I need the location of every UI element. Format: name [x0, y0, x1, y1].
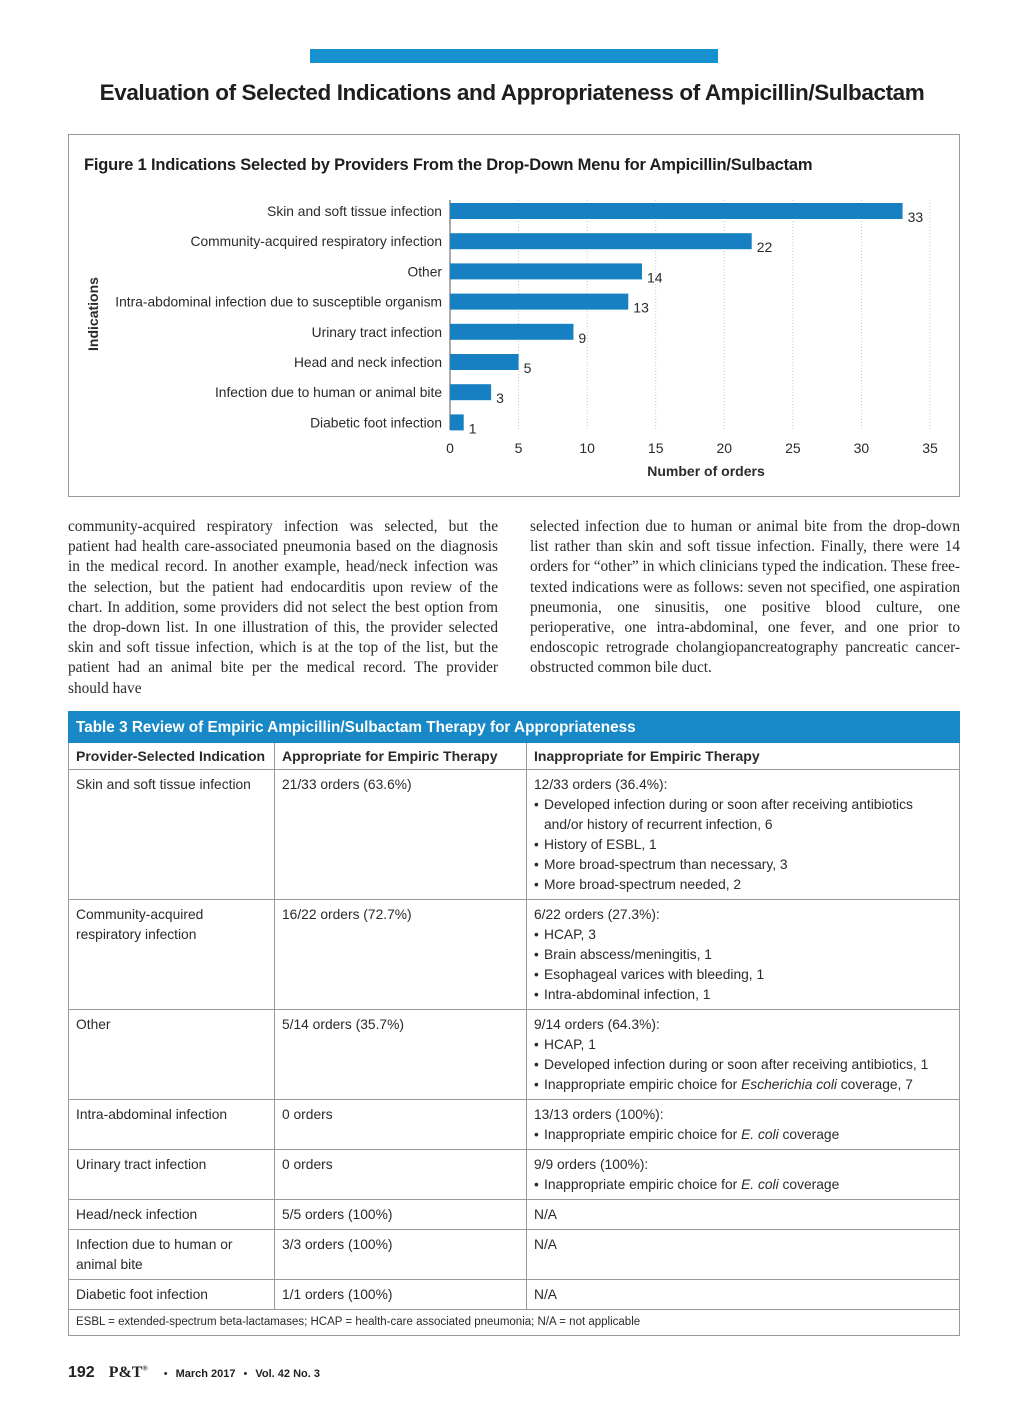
organism-name: E. coli	[741, 1177, 779, 1192]
data-label: 13	[633, 299, 649, 316]
inappropriate-cell	[527, 770, 960, 900]
journal-title: P&T	[108, 1364, 143, 1381]
reason-item: • Intra-abdominal infection, 1	[534, 985, 952, 1005]
reason-item: • Esophageal varices with bleeding, 1	[534, 965, 952, 985]
inappropriate-cell	[527, 1100, 960, 1150]
indication-cell	[69, 1150, 275, 1200]
bar	[450, 414, 464, 430]
category-label: Infection due to human or animal bite	[214, 385, 442, 401]
category-label: Other	[407, 264, 442, 280]
data-label: 5	[523, 360, 532, 376]
bar	[450, 324, 573, 340]
indication-cell-text: Intra-abdominal infection	[76, 1107, 228, 1122]
separator: •	[163, 1368, 168, 1380]
reason-item: • Developed infection during or soon after receiving antibiotics, 1	[534, 1055, 952, 1075]
appropriate-cell-text: 0 orders	[282, 1157, 333, 1172]
reason-item	[534, 1175, 952, 1195]
reason-text: Inappropriate empiric choice for	[544, 1127, 742, 1142]
inappropriate-cell-text: 9/14 orders (64.3%):	[534, 1017, 660, 1032]
column-header: Appropriate for Empiric Therapy	[275, 743, 527, 770]
page-footer	[68, 1364, 320, 1382]
category-label: Urinary tract infection	[311, 324, 442, 340]
bar	[450, 294, 628, 310]
page-number: 192	[68, 1364, 95, 1381]
category-label: Skin and soft tissue infection	[267, 204, 442, 219]
bar-chart	[68, 134, 960, 497]
reason-text: Inappropriate empiric choice for	[544, 1177, 742, 1192]
appropriate-cell-text: 21/33 orders (63.6%)	[282, 777, 412, 792]
issue-date: March 2017	[175, 1368, 236, 1380]
reason-item: • More broad-spectrum than necessary, 3	[534, 855, 952, 875]
indication-cell	[69, 1100, 275, 1150]
x-tick-label: 30	[853, 440, 870, 456]
x-tick-label: 15	[647, 440, 664, 456]
data-label: 9	[578, 329, 587, 346]
indication-cell-text: Head/neck infection	[76, 1207, 198, 1222]
table-row	[69, 1010, 960, 1100]
reason-list	[534, 795, 952, 895]
y-axis-title: Indications	[85, 277, 101, 351]
body-text-left: community-acquired respiratory infection was selected, but the patient had health care-associated pneumonia based on the diagnosis in the medical record. In another example, head/neck infection was the selection, but the patient had endocarditis upon review of the chart. In addition, some providers did not select the best option from the drop-down list. In one illustration of this, the provider selected skin and soft tissue infection, which is at the top of the list, but the patient had an animal bite per the medical record. The provider should have	[68, 518, 498, 697]
indication-cell-text: Urinary tract infection	[76, 1157, 207, 1172]
appropriate-cell-text: 5/14 orders (35.7%)	[282, 1017, 404, 1032]
table-row	[69, 1150, 960, 1200]
registered-mark: ®	[142, 1364, 148, 1373]
data-label: 3	[496, 390, 504, 407]
indication-cell-text: Skin and soft tissue infection	[76, 777, 251, 792]
separator: •	[243, 1368, 248, 1380]
category-label: Diabetic foot infection	[310, 415, 442, 431]
category-label: Community-acquired respiratory infection	[190, 234, 442, 250]
issue-volume: Vol. 42 No. 3	[255, 1368, 320, 1380]
table-row	[69, 900, 960, 1010]
appropriate-cell-text: 5/5 orders (100%)	[282, 1207, 393, 1222]
column-header: Inappropriate for Empiric Therapy	[527, 743, 960, 770]
appropriate-cell	[275, 900, 527, 1010]
category-label: Intra-abdominal infection due to susceptible organism	[115, 294, 442, 310]
reason-item	[534, 1125, 952, 1145]
category-label: Head and neck infection	[293, 355, 442, 370]
organism-name: E. coli	[741, 1127, 779, 1142]
inappropriate-cell	[527, 900, 960, 1010]
reason-item: • HCAP, 1	[534, 1035, 952, 1055]
indication-cell	[69, 1010, 275, 1100]
appropriate-cell-text: 3/3 orders (100%)	[282, 1237, 393, 1252]
appropriate-cell	[275, 1150, 527, 1200]
indication-cell	[69, 1280, 275, 1310]
page-title: Evaluation of Selected Indications and Appropriateness of Ampicillin/Sulbactam	[99, 80, 925, 105]
reason-item: • Brain abscess/meningitis, 1	[534, 945, 952, 965]
x-tick-label: 0	[446, 440, 454, 456]
table-row	[69, 770, 960, 900]
appropriate-cell	[275, 1010, 527, 1100]
reason-list	[534, 1175, 952, 1195]
figure-title: Figure 1 Indications Selected by Providers From the Drop-Down Menu for Ampicillin/Sulbactam	[84, 156, 813, 174]
header-accent-bar	[310, 49, 718, 63]
table-row	[69, 1280, 960, 1310]
indication-cell	[69, 770, 275, 900]
column-header: Provider-Selected Indication	[69, 743, 275, 770]
inappropriate-cell	[527, 1150, 960, 1200]
table-header-row	[69, 743, 960, 770]
bar	[450, 203, 903, 219]
data-label: 1	[468, 420, 477, 437]
inappropriate-cell	[527, 1200, 960, 1230]
reason-item: • History of ESBL, 1	[534, 835, 952, 855]
inappropriate-cell	[527, 1230, 960, 1280]
reason-item: • HCAP, 3	[534, 925, 952, 945]
bar	[450, 354, 519, 370]
inappropriate-cell-text: 12/33 orders (36.4%):	[534, 777, 668, 792]
bar	[450, 263, 642, 279]
table-row	[69, 1100, 960, 1150]
appropriate-cell-text: 16/22 orders (72.7%)	[282, 907, 412, 922]
reason-text: Inappropriate empiric choice for	[544, 1077, 742, 1092]
appropriate-cell	[275, 770, 527, 900]
appropriate-cell	[275, 1200, 527, 1230]
x-tick-label: 20	[716, 440, 733, 456]
appropriate-cell	[275, 1100, 527, 1150]
x-tick-label: 25	[785, 440, 801, 456]
data-label: 14	[647, 269, 663, 286]
reason-list	[534, 1125, 952, 1145]
table-caption: Table 3 Review of Empiric Ampicillin/Sulbactam Therapy for Appropriateness	[69, 712, 960, 743]
reason-item	[534, 1075, 952, 1095]
body-text-right: selected infection due to human or animal bite from the drop-down list rather than skin and soft tissue infection. Finally, there were 14 orders for “other” in which clinicians typed the indication. These free-texted indications were as follows: seven not specified, one aspiration pneumonia, one sinusitis, one positive blood culture, one perioperative, one intra-abdominal, one fever, and one prior to endoscopic retrograde cholangiopancreatography pancreatic cancer-obstructed common bile duct.	[530, 518, 960, 677]
indication-cell	[69, 1200, 275, 1230]
inappropriate-cell-text: 9/9 orders (100%):	[534, 1157, 649, 1172]
appropriate-cell-text: 0 orders	[282, 1107, 333, 1122]
data-label: 33	[907, 209, 924, 225]
reason-list	[534, 1035, 952, 1095]
inappropriate-cell-text: 13/13 orders (100%):	[534, 1107, 664, 1122]
bar	[450, 384, 491, 400]
appropriate-cell	[275, 1230, 527, 1280]
x-tick-label: 35	[922, 440, 938, 456]
indication-cell-text: Other	[76, 1017, 111, 1032]
inappropriate-cell-text: N/A	[534, 1287, 557, 1302]
reason-item: • More broad-spectrum needed, 2	[534, 875, 952, 895]
indication-cell-text: Infection due to human or animal bite	[76, 1237, 233, 1272]
journal-name	[109, 1364, 148, 1382]
x-tick-label: 10	[579, 440, 595, 456]
data-label: 22	[756, 239, 773, 256]
x-tick-label: 5	[514, 440, 523, 456]
reason-text: coverage	[778, 1127, 840, 1142]
inappropriate-cell-text: 6/22 orders (27.3%):	[534, 907, 660, 922]
reason-item: • Developed infection during or soon after receiving antibiotics and/or history of recurrent infection, 6	[534, 795, 952, 835]
table-footnote: ESBL = extended-spectrum beta-lactamases; HCAP = health-care associated pneumonia; N/A = not applicable	[69, 1310, 960, 1336]
indication-cell-text: Diabetic foot infection	[76, 1287, 208, 1302]
appropriate-cell-text: 1/1 orders (100%)	[282, 1287, 393, 1302]
table-row	[69, 1230, 960, 1280]
inappropriate-cell-text: N/A	[534, 1207, 557, 1222]
bar	[450, 233, 752, 249]
table-3	[68, 711, 960, 1336]
inappropriate-cell-text: N/A	[534, 1237, 557, 1252]
inappropriate-cell	[527, 1280, 960, 1310]
reason-list	[534, 925, 952, 1005]
inappropriate-cell	[527, 1010, 960, 1100]
x-axis-title: Number of orders	[647, 463, 765, 479]
organism-name: Escherichia coli	[741, 1077, 837, 1092]
reason-text: coverage	[778, 1177, 840, 1192]
reason-text: coverage, 7	[836, 1077, 913, 1092]
indication-cell-text: Community-acquired respiratory infection	[76, 907, 204, 942]
indication-cell	[69, 900, 275, 1010]
appropriate-cell	[275, 1280, 527, 1310]
indication-cell	[69, 1230, 275, 1280]
table-row	[69, 1200, 960, 1230]
